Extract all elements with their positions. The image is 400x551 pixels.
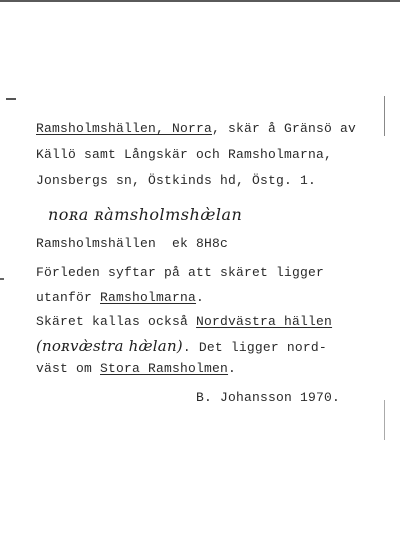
note-line-4 xyxy=(36,337,327,355)
phonetic-transcription: noʀa ʀàmsholmshæ̀lan xyxy=(48,205,243,224)
entry-line-3: Jonsbergs sn, Östkinds hd, Östg. 1. xyxy=(36,173,317,188)
note-line-2 xyxy=(36,290,204,305)
note-text: utanför xyxy=(36,290,101,305)
card-top-edge xyxy=(0,0,400,2)
note-text: . xyxy=(196,290,205,305)
note-line-5 xyxy=(36,361,236,376)
entry-location: , skär å Gränsö av xyxy=(212,121,357,136)
place-reference: Stora Ramsholmen xyxy=(100,361,229,376)
note-text: väst om xyxy=(36,361,101,376)
place-reference: Nordvästra hällen xyxy=(196,314,333,329)
note-line-1: Förleden syftar på att skäret ligger xyxy=(36,265,325,280)
phonetic-transcription: (noʀvæ̀stra hæ̀lan) xyxy=(36,337,183,355)
card-right-edge xyxy=(384,96,385,136)
note-text: Skäret kallas också xyxy=(36,314,197,329)
name-form-line xyxy=(36,236,228,251)
entry-line-1 xyxy=(36,121,356,136)
note-text: . Det ligger nord- xyxy=(182,340,327,355)
headword: Ramsholmshällen, Norra xyxy=(36,121,213,136)
card-right-edge xyxy=(384,400,385,440)
map-reference: ek 8H8c xyxy=(172,236,229,251)
note-line-3 xyxy=(36,314,332,329)
scan-mark xyxy=(6,98,16,100)
place-reference: Ramsholmarna xyxy=(100,290,197,305)
signature: B. Johansson 1970. xyxy=(196,390,341,405)
name-form: Ramsholmshällen xyxy=(36,236,157,251)
note-text: . xyxy=(228,361,237,376)
scan-mark xyxy=(0,278,4,280)
entry-line-2: Källö samt Långskär och Ramsholmarna, xyxy=(36,147,333,162)
